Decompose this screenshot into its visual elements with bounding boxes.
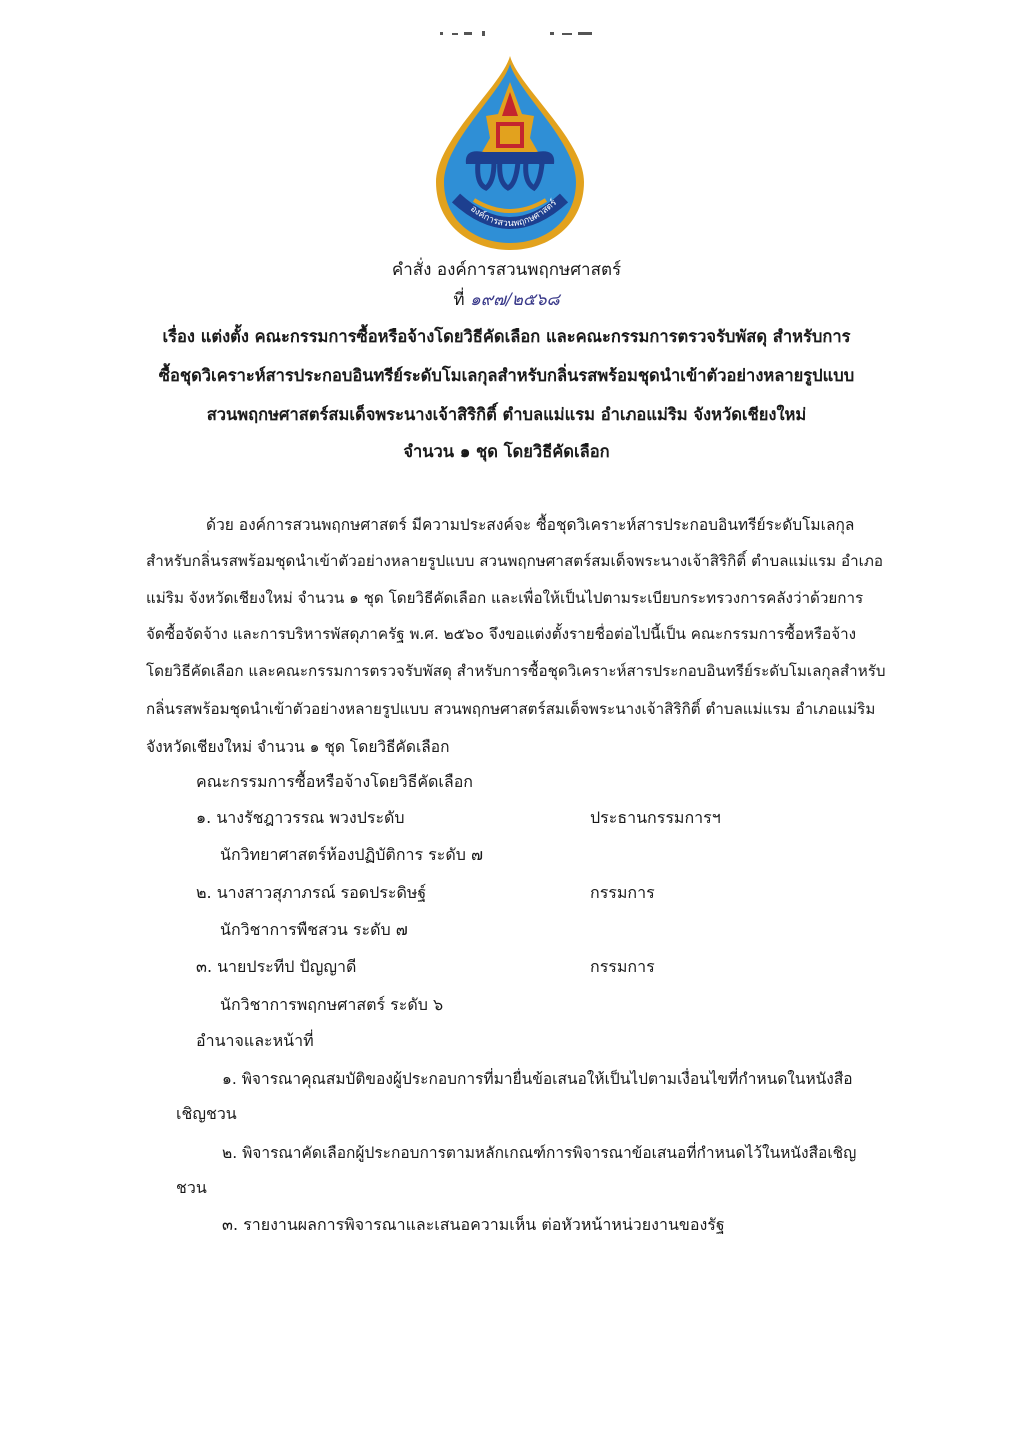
svg-text:องค์การสวนพฤกษศาสตร์: องค์การสวนพฤกษศาสตร์ (468, 198, 559, 230)
subject-line-2: ซื้อชุดวิเคราะห์สารประกอบอินทรีย์ระดับโมเลกุลสำหรับกลิ่นรสพร้อมชุดนำเข้าตัวอย่างหลายรูปแบบ (158, 366, 855, 385)
paragraph-line: จัดซื้อจัดจ้าง และการบริหารพัสดุภาครัฐ พ.ศ. ๒๕๖๐ จึงขอแต่งตั้งรายชื่อต่อไปนี้เป็น คณะกรรมการซื้อหรือจ้าง (146, 625, 857, 643)
order-number-line (0, 286, 1013, 313)
duty-item-continued: ชวน (176, 1178, 207, 1197)
paragraph-line: แม่ริม จังหวัดเชียงใหม่ จำนวน ๑ ชุด โดยวิธีคัดเลือก และเพื่อให้เป็นไปตามระเบียบกระทรวงการคลังว่าด้วยการ (146, 589, 864, 607)
paragraph-line: กลิ่นรสพร้อมชุดนำเข้าตัวอย่างหลายรูปแบบ สวนพฤกษศาสตร์สมเด็จพระนางเจ้าสิริกิติ์ ตำบลแม่แรม อำเภอแม่ริม (146, 700, 876, 718)
paragraph-line: จังหวัดเชียงใหม่ จำนวน ๑ ชุด โดยวิธีคัดเลือก (146, 738, 450, 756)
member-position: นักวิทยาศาสตร์ห้องปฏิบัติการ ระดับ ๗ (220, 845, 484, 864)
committee-title: คณะกรรมการซื้อหรือจ้างโดยวิธีคัดเลือก (196, 772, 473, 791)
paragraph-line: สำหรับกลิ่นรสพร้อมชุดนำเข้าตัวอย่างหลายรูปแบบ สวนพฤกษศาสตร์สมเด็จพระนางเจ้าสิริกิติ์ ตำบลแม่แรม อำเภอ (146, 552, 883, 570)
duty-item: ๑. พิจารณาคุณสมบัติของผู้ประกอบการที่มายื่นข้อเสนอให้เป็นไปตามเงื่อนไขที่กำหนดในหนังสือ (222, 1070, 853, 1088)
member-name: ๑. นางรัชฎาวรรณ พวงประดับ (196, 808, 405, 827)
duty-item: ๒. พิจารณาคัดเลือกผู้ประกอบการตามหลักเกณฑ์การพิจารณาข้อเสนอที่กำหนดไว้ในหนังสือเชิญ (222, 1144, 857, 1162)
order-number: ๑๙๗/๒๕๖๘ (469, 290, 560, 310)
member-name: ๓. นายประทีป ปัญญาดี (196, 957, 357, 976)
org-emblem-logo (434, 52, 586, 252)
subject-line-1: เรื่อง แต่งตั้ง คณะกรรมการซื้อหรือจ้างโดยวิธีคัดเลือก และคณะกรรมการตรวจรับพัสดุ สำหรับการ (162, 327, 851, 346)
member-role: ประธานกรรมการฯ (590, 808, 721, 827)
member-position: นักวิชาการพืชสวน ระดับ ๗ (220, 920, 408, 939)
duties-title: อำนาจและหน้าที่ (196, 1031, 314, 1050)
order-number-prefix: ที่ (453, 290, 465, 310)
order-title: คำสั่ง องค์การสวนพฤกษศาสตร์ (391, 260, 622, 280)
duty-item-continued: เชิญชวน (176, 1104, 237, 1123)
subject-line-3: สวนพฤกษศาสตร์สมเด็จพระนางเจ้าสิริกิติ์ ตำบลแม่แรม อำเภอแม่ริม จังหวัดเชียงใหม่ (206, 405, 807, 424)
member-name: ๒. นางสาวสุภาภรณ์ รอดประดิษฐ์ (196, 883, 427, 902)
member-role: กรรมการ (590, 957, 655, 976)
duty-item: ๓. รายงานผลการพิจารณาและเสนอความเห็น ต่อหัวหน้าหน่วยงานของรัฐ (222, 1215, 725, 1234)
subject-line-4: จำนวน ๑ ชุด โดยวิธีคัดเลือก (403, 442, 610, 461)
paragraph-line: ด้วย องค์การสวนพฤกษศาสตร์ มีความประสงค์จะ ซื้อชุดวิเคราะห์สารประกอบอินทรีย์ระดับโมเลกุล (206, 516, 855, 534)
member-position: นักวิชาการพฤกษศาสตร์ ระดับ ๖ (220, 995, 444, 1014)
scan-marks (438, 28, 598, 38)
member-role: กรรมการ (590, 883, 655, 902)
paragraph-line: โดยวิธีคัดเลือก และคณะกรรมการตรวจรับพัสดุ สำหรับการซื้อชุดวิเคราะห์สารประกอบอินทรีย์ระดับโมเลกุลสำหรับ (146, 662, 886, 680)
